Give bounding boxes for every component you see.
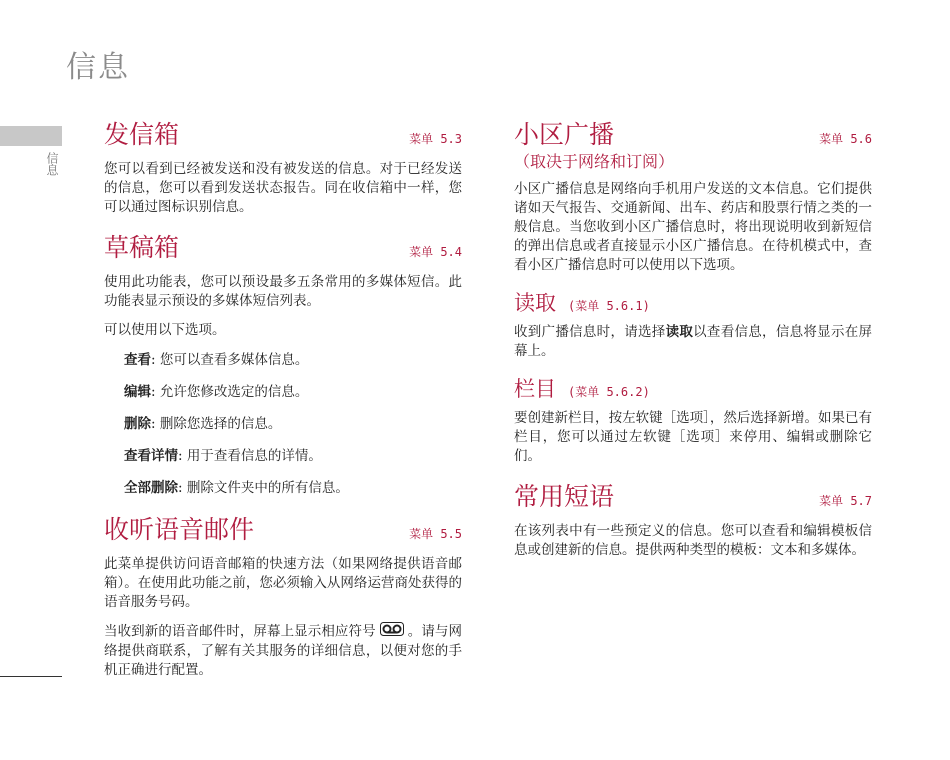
side-tab-marker xyxy=(0,126,62,146)
left-column xyxy=(104,118,462,694)
page-title: 信息 xyxy=(66,50,130,85)
section-title-templates: 常用短语 xyxy=(514,482,615,511)
section-subtitle-broadcast: （取决于网络和订阅） xyxy=(514,152,675,171)
subsection-read xyxy=(514,289,872,361)
option-term: 全部删除 xyxy=(124,480,178,496)
option-item xyxy=(124,478,462,499)
outbox-paragraph: 您可以看到已经被发送和没有被发送的信息。对于已经发送的信息，您可以看到发送状态报告。同在收信箱中一样，您可以通过图标识别信息。 xyxy=(104,161,462,215)
menu-number-broadcast: 菜单 5.6 xyxy=(819,132,872,146)
option-term: 查看详情 xyxy=(124,448,178,464)
menu-number-read: (菜单 5.6.1) xyxy=(568,299,650,313)
menu-number-templates: 菜单 5.7 xyxy=(819,494,872,508)
subsection-title-read: 读取 xyxy=(514,291,556,315)
section-title-voicemail: 收听语音邮件 xyxy=(104,515,255,544)
section-title-drafts: 草稿箱 xyxy=(104,233,180,262)
option-term: 编辑 xyxy=(124,384,151,400)
option-desc: : 允许您修改选定的信息。 xyxy=(151,384,309,400)
option-desc: : 删除文件夹中的所有信息。 xyxy=(178,480,349,496)
right-column xyxy=(514,118,872,574)
voicemail-paragraph-1: 此菜单提供访问语音邮箱的快速方法（如果网络提供语音邮箱）。在使用此功能之前，您必须输入从网络运营商处获得的语音服务号码。 xyxy=(104,556,462,610)
read-text-before: 收到广播信息时，请选择 xyxy=(514,324,666,340)
section-templates xyxy=(514,480,872,560)
topics-paragraph: 要创建新栏目，按左软键［选项］，然后选择新增。如果已有栏目，您可以通过左软键［选项］来停用、编辑或删除它们。 xyxy=(514,410,872,464)
section-voicemail xyxy=(104,513,462,680)
bottom-rule xyxy=(0,676,62,677)
voicemail-icon xyxy=(380,622,404,642)
voicemail-paragraph-2 xyxy=(104,622,462,680)
section-title-broadcast: 小区广播 xyxy=(514,120,615,149)
option-item xyxy=(124,350,462,371)
option-term: 查看 xyxy=(124,352,151,368)
templates-paragraph: 在该列表中有一些预定义的信息。您可以查看和编辑模板信息或创建新的信息。提供两种类型的模板：文本和多媒体。 xyxy=(514,523,872,558)
read-keyword: 读取 xyxy=(665,324,694,340)
read-paragraph xyxy=(514,323,872,361)
option-item xyxy=(124,414,462,435)
option-term: 删除 xyxy=(124,416,151,432)
broadcast-paragraph: 小区广播信息是网络向手机用户发送的文本信息。它们提供诸如天气报告、交通新闻、出车、药店和股票行情之类的一般信息。当您收到小区广播信息时，将出现说明收到新短信的弹出信息或者直接显示小区广播信息。在待机模式中，查看小区广播信息时可以使用以下选项。 xyxy=(514,181,872,273)
voicemail-text-before: 当收到新的语音邮件时，屏幕上显示相应符号 xyxy=(104,623,376,640)
subsection-title-topics: 栏目 xyxy=(514,377,556,401)
side-label: 信息 xyxy=(45,152,59,176)
section-title-outbox: 发信箱 xyxy=(104,120,180,149)
section-outbox xyxy=(104,118,462,217)
option-item xyxy=(124,382,462,403)
option-item xyxy=(124,446,462,467)
menu-number-topics: (菜单 5.6.2) xyxy=(568,385,650,399)
voicemail-text-after: 。请与网络提供商联系，了解有关其服务的详细信息，以便对您的手机正确进行配置。 xyxy=(104,623,463,678)
option-desc: : 您可以查看多媒体信息。 xyxy=(151,352,309,368)
section-drafts xyxy=(104,231,462,499)
subsection-topics xyxy=(514,375,872,466)
read-text-after: 以查看信息，信息将显示在屏幕上。 xyxy=(514,324,873,359)
section-cell-broadcast xyxy=(514,118,872,275)
option-desc: : 删除您选择的信息。 xyxy=(151,416,282,432)
menu-number-drafts: 菜单 5.4 xyxy=(409,245,462,259)
drafts-paragraph-2: 可以使用以下选项。 xyxy=(104,322,226,338)
menu-number-voicemail: 菜单 5.5 xyxy=(409,527,462,541)
menu-number-outbox: 菜单 5.3 xyxy=(409,132,462,146)
drafts-paragraph-1: 使用此功能表，您可以预设最多五条常用的多媒体短信。此功能表显示预设的多媒体短信列表。 xyxy=(104,274,462,309)
option-desc: : 用于查看信息的详情。 xyxy=(178,448,322,464)
